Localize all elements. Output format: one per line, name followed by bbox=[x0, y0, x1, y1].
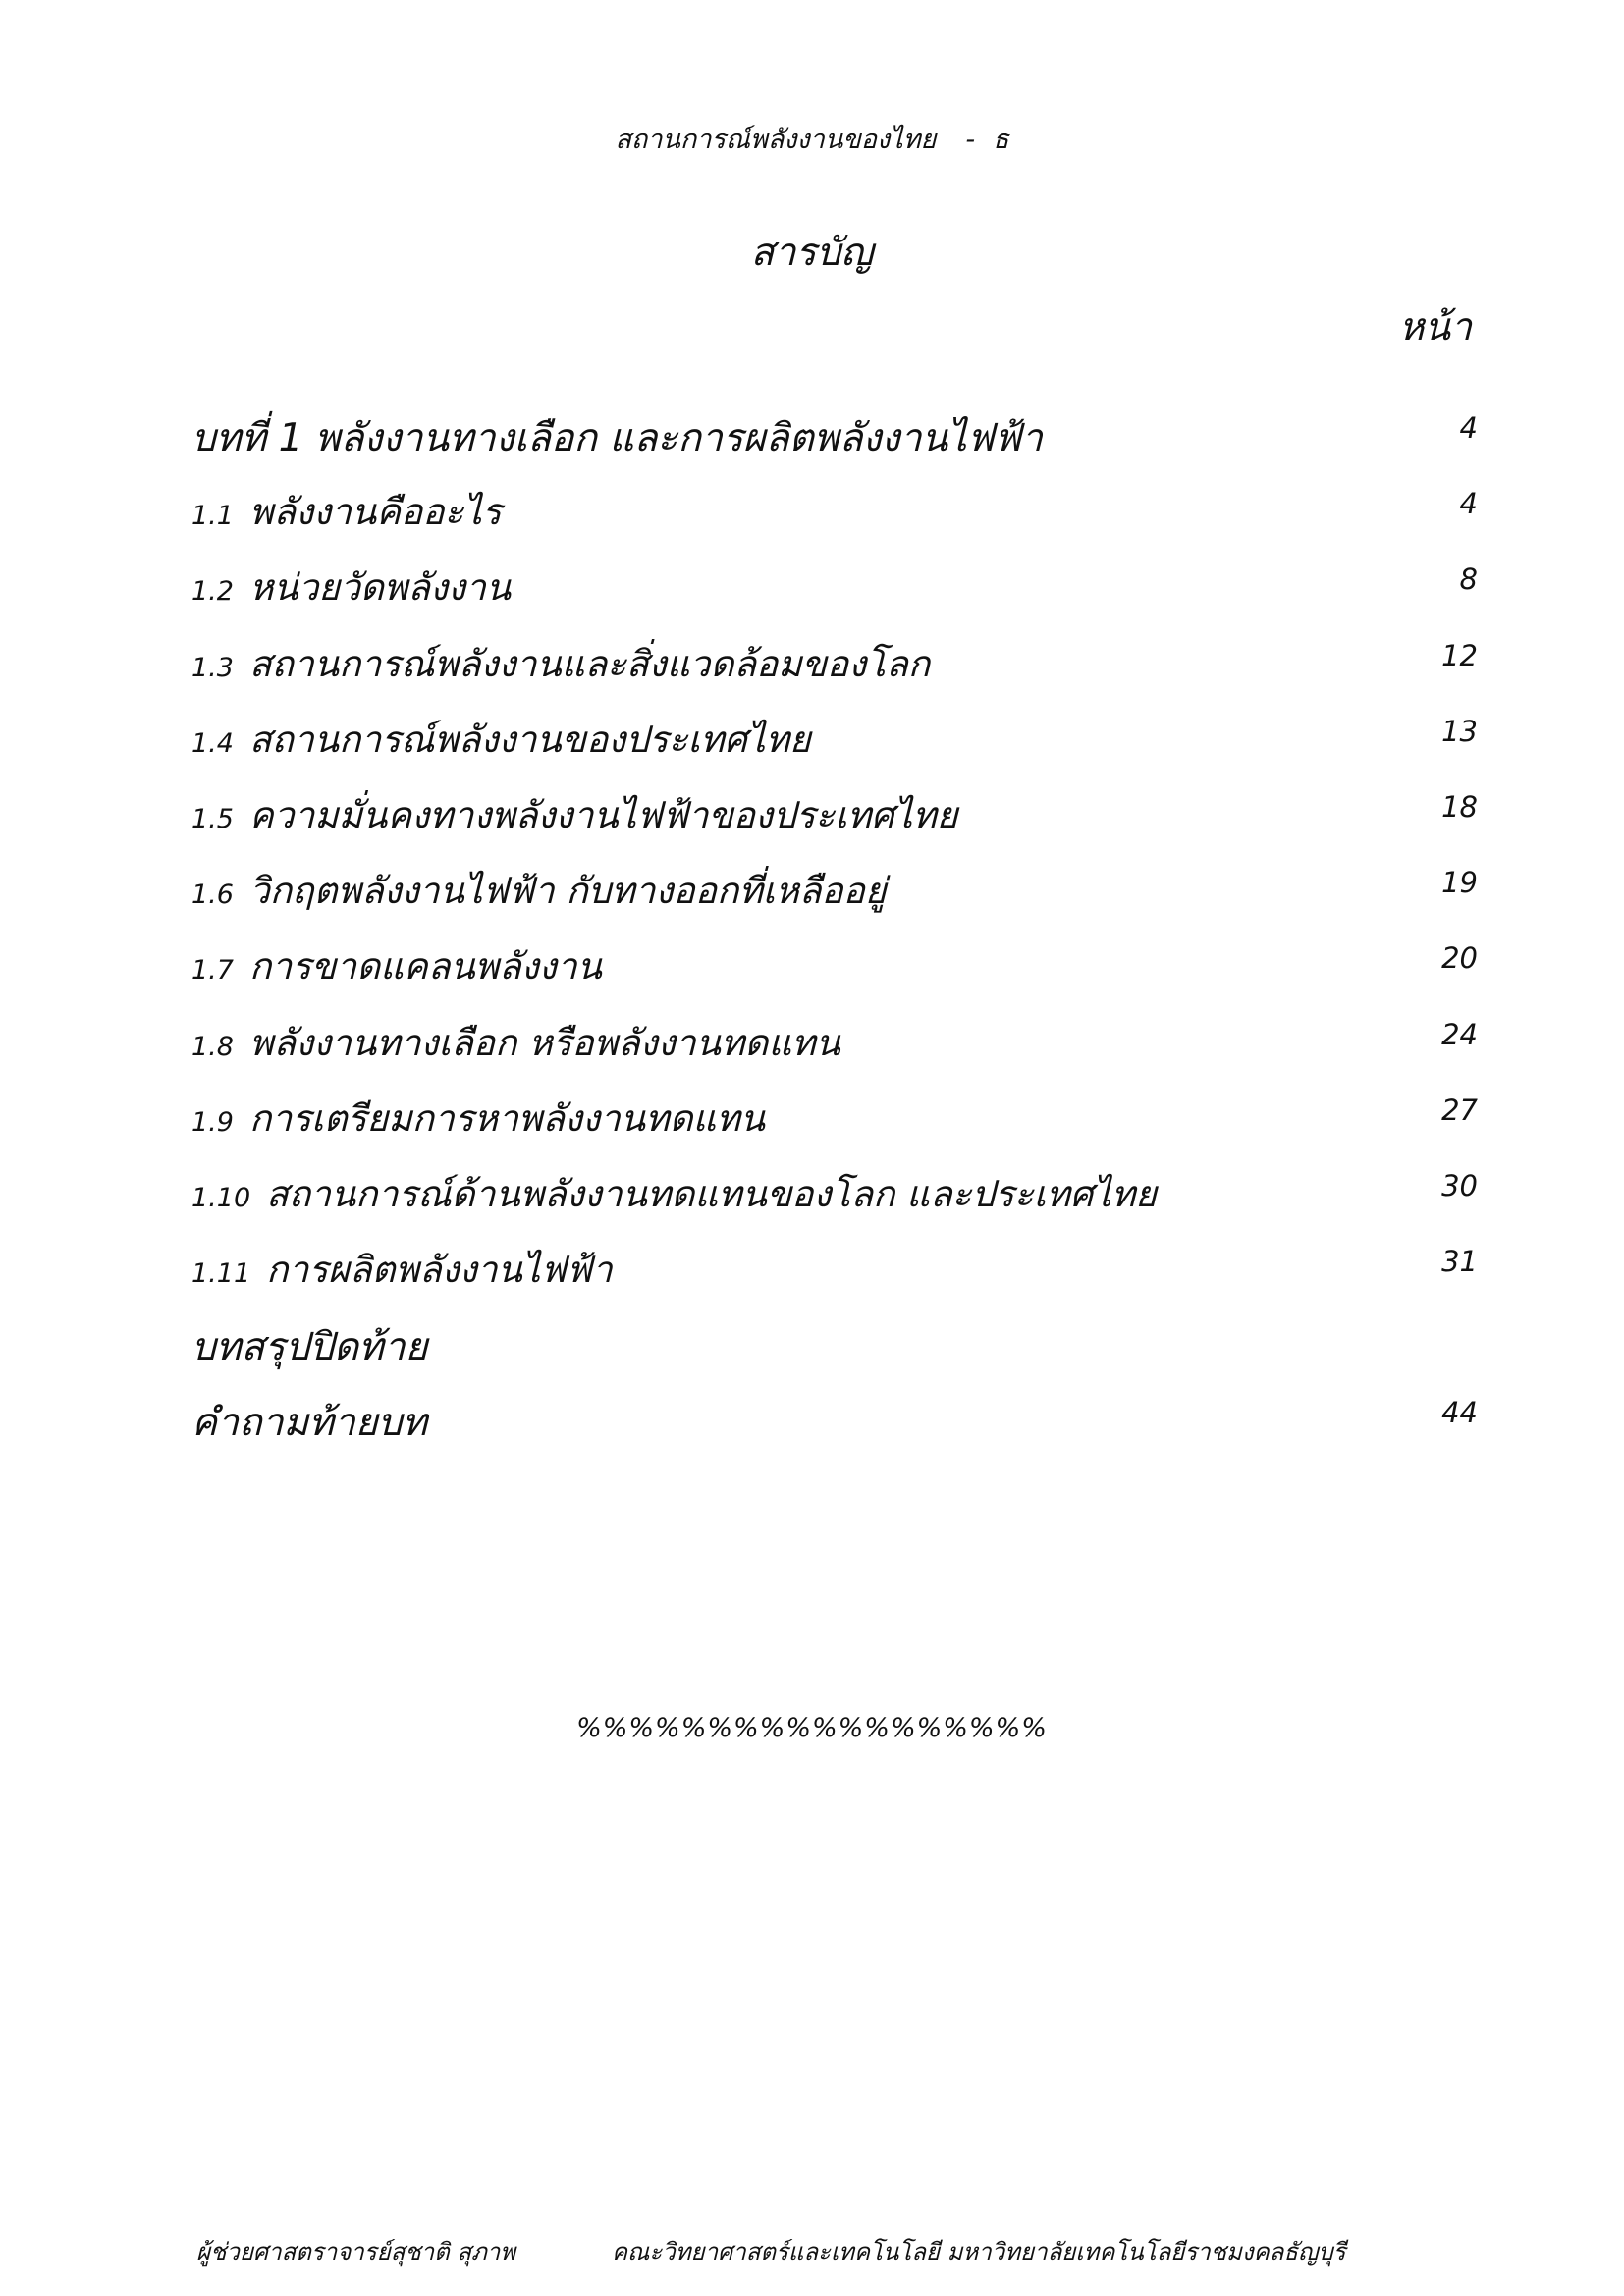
toc-entry-number: บทที่ 1 bbox=[191, 416, 303, 460]
footer-author: ผู้ช่วยศาสตราจารย์สุชาติ สุภาพ bbox=[196, 2238, 516, 2266]
toc-entry-number: 1.2 bbox=[191, 576, 234, 608]
toc-entry-title: สถานการณ์พลังงานของประเทศไทย bbox=[248, 718, 811, 761]
toc-entry-title: วิกฤตพลังงานไฟฟ้า กับทางออกที่เหลืออยู่ bbox=[248, 870, 887, 913]
toc-entry-text bbox=[191, 862, 887, 920]
toc-entry-title: พลังงานคืออะไร bbox=[248, 491, 502, 534]
toc-entry-page: 44 bbox=[1441, 1396, 1478, 1430]
table-of-contents bbox=[191, 407, 1478, 1468]
toc-entry-text bbox=[191, 711, 811, 769]
toc-entry-page: 30 bbox=[1441, 1168, 1478, 1202]
toc-entry-text bbox=[191, 407, 1043, 468]
toc-entry-number: 1.7 bbox=[191, 955, 234, 987]
toc-entry-page: 20 bbox=[1441, 941, 1478, 976]
toc-entry-page: 13 bbox=[1441, 714, 1478, 748]
running-header-title: สถานการณ์พลังงานของไทย bbox=[615, 125, 937, 155]
toc-entry[interactable] bbox=[191, 483, 1478, 559]
toc-entry[interactable] bbox=[191, 862, 1478, 937]
toc-entry-number: 1.10 bbox=[191, 1182, 251, 1213]
toc-entry-page: 24 bbox=[1441, 1017, 1478, 1051]
toc-entry[interactable] bbox=[191, 559, 1478, 634]
toc-title: สารบัญ bbox=[750, 231, 874, 275]
toc-entry-title: ความมั่นคงทางพลังงานไฟฟ้าของประเทศไทย bbox=[248, 793, 958, 836]
toc-entry-text bbox=[191, 483, 502, 541]
toc-entry[interactable] bbox=[191, 1090, 1478, 1165]
toc-entry-text bbox=[191, 937, 602, 995]
toc-entry-page: 8 bbox=[1459, 562, 1478, 597]
toc-entry-text bbox=[191, 1392, 427, 1453]
toc-entry[interactable] bbox=[191, 1241, 1478, 1316]
toc-entry[interactable] bbox=[191, 711, 1478, 786]
toc-entry[interactable] bbox=[191, 786, 1478, 862]
footer-institution: คณะวิทยาศาสตร์และเทคโนโลยี มหาวิทยาลัยเทคโนโลยีราชมงคลธัญบุรี bbox=[612, 2238, 1346, 2266]
toc-entry-page: 4 bbox=[1459, 487, 1478, 521]
toc-entry-text bbox=[191, 1316, 428, 1377]
toc-entry-title: พลังงานทางเลือก หรือพลังงานทดแทน bbox=[248, 1021, 840, 1064]
toc-entry-number: 1.9 bbox=[191, 1106, 234, 1138]
running-header-page-number: ธ bbox=[993, 125, 1009, 155]
toc-entry-number: 1.4 bbox=[191, 727, 234, 759]
toc-entry[interactable] bbox=[191, 1165, 1478, 1241]
toc-entry-title: สถานการณ์ด้านพลังงานทดแทนของโลก และประเทศไทย bbox=[266, 1172, 1157, 1215]
toc-entry[interactable] bbox=[191, 1316, 1478, 1392]
running-header bbox=[0, 118, 1624, 160]
toc-entry-title: บทสรุปปิดท้าย bbox=[191, 1325, 428, 1370]
toc-entry[interactable] bbox=[191, 407, 1478, 483]
toc-entry-page: 31 bbox=[1441, 1245, 1478, 1279]
toc-entry-text bbox=[191, 1241, 613, 1299]
toc-entry-text bbox=[191, 635, 930, 693]
toc-entry-title: หน่วยวัดพลังงาน bbox=[248, 566, 512, 610]
toc-entry-page: 12 bbox=[1441, 638, 1478, 672]
toc-entry-text bbox=[191, 786, 957, 844]
toc-entry[interactable] bbox=[191, 1014, 1478, 1090]
toc-entry-page: 27 bbox=[1441, 1093, 1478, 1127]
toc-entry-title: พลังงานทางเลือก และการผลิตพลังงานไฟฟ้า bbox=[314, 416, 1043, 460]
toc-entry-number: 1.1 bbox=[191, 501, 234, 532]
toc-entry-text bbox=[191, 1014, 840, 1072]
toc-entry-title: การผลิตพลังงานไฟฟ้า bbox=[266, 1249, 613, 1292]
toc-entry-text bbox=[191, 1165, 1157, 1223]
toc-entry[interactable] bbox=[191, 635, 1478, 711]
toc-entry[interactable] bbox=[191, 1392, 1478, 1468]
toc-entry-number: 1.5 bbox=[191, 803, 234, 834]
toc-entry-page: 4 bbox=[1459, 411, 1478, 445]
page-column-label: หน้า bbox=[1398, 305, 1472, 349]
toc-entry-number: 1.8 bbox=[191, 1031, 234, 1062]
toc-entry-title: การขาดแคลนพลังงาน bbox=[248, 945, 602, 988]
toc-entry[interactable] bbox=[191, 937, 1478, 1013]
toc-entry-page: 18 bbox=[1441, 789, 1478, 824]
toc-entry-number: 1.6 bbox=[191, 880, 234, 911]
toc-entry-title: สถานการณ์พลังงานและสิ่งแวดล้อมของโลก bbox=[248, 642, 931, 685]
toc-entry-title: การเตรียมการหาพลังงานทดแทน bbox=[248, 1096, 766, 1140]
toc-entry-number: 1.11 bbox=[191, 1258, 251, 1290]
section-divider: %%%%%%%%%%%%%%%%%% bbox=[576, 1713, 1048, 1743]
page-footer bbox=[196, 2232, 1434, 2270]
toc-entry-text bbox=[191, 559, 511, 616]
toc-entry-title: คำถามท้ายบท bbox=[191, 1401, 428, 1446]
toc-entry-text bbox=[191, 1090, 765, 1148]
running-header-separator: - bbox=[965, 125, 976, 155]
toc-entry-page: 19 bbox=[1441, 866, 1478, 900]
toc-entry-number: 1.3 bbox=[191, 652, 234, 683]
